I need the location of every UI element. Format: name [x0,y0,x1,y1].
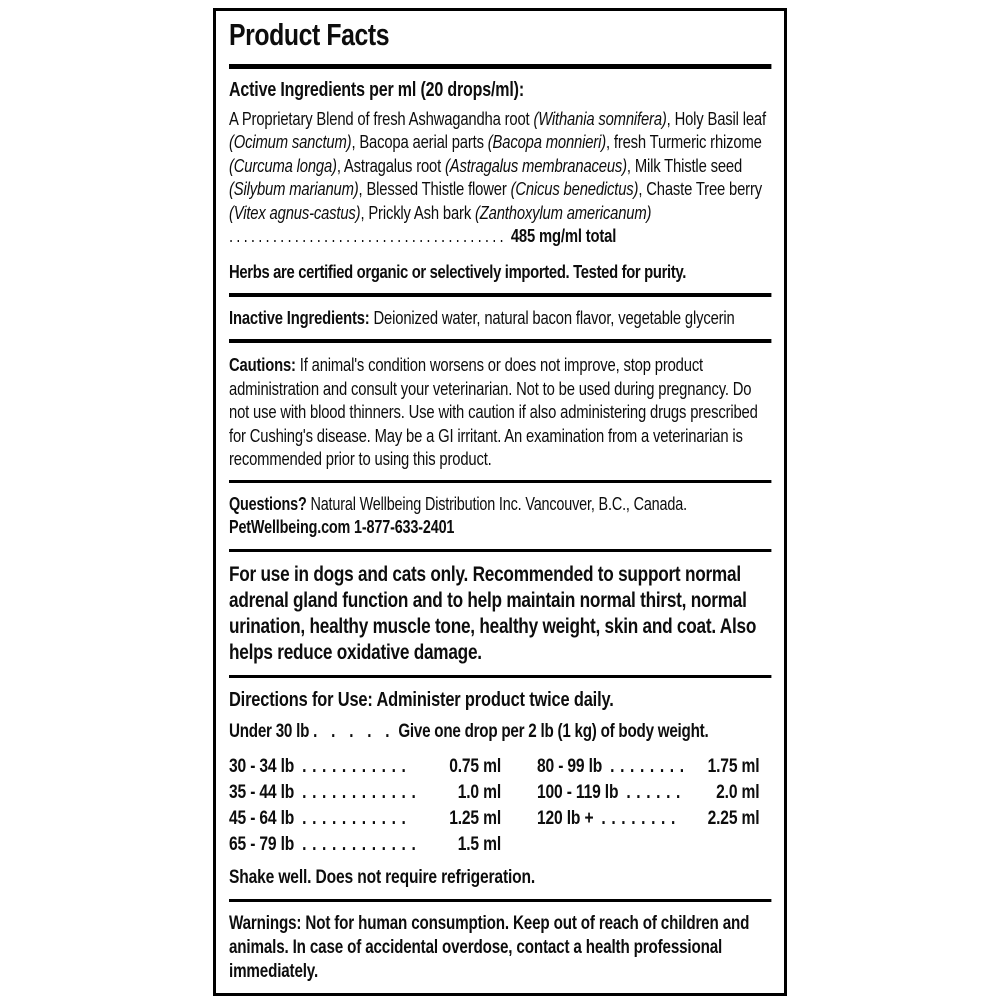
directions-heading: Directions for Use: Administer product twice daily. [229,687,614,711]
dose-value: 2.0 ml [716,780,760,803]
dose-value: 2.25 ml [707,806,760,829]
section-divider [229,480,771,483]
dose-row [229,831,501,857]
weight-range: 120 lb + [537,806,594,829]
dosage-table [229,753,771,857]
weight-range: 45 - 64 lb [229,806,295,829]
herbs-certification-note: Herbs are certified organic or selectively imported. Tested for purity. [229,260,687,282]
cautions: Cautions: If animal's condition worsens or does not improve, stop product administration and consult your veterinarian. Not to be used during pregnancy. Do not use with blood thinners. Use with caution if also administering drugs prescribed for Cushing's disease. May be a GI irritant. An examination from a veterinarian is recommended prior to using this product. [229,354,758,470]
dot-leader: ........ [601,806,681,829]
dose-value: 0.75 ml [449,754,501,777]
active-ingredients-heading: Active Ingredients per ml (20 drops/ml): [229,78,524,101]
questions-section [229,493,771,539]
weight-range: 35 - 44 lb [229,780,295,803]
dose-row [229,805,501,831]
dot-leader: ............ [302,780,422,803]
dot-leader: ........... [302,754,412,777]
title-divider [229,64,771,69]
weight-range: 65 - 79 lb [229,832,295,855]
section-divider [229,293,771,297]
weight-range: 100 - 119 lb [537,780,619,803]
dose-value: 1.0 ml [457,780,501,803]
contact-line: PetWellbeing.com 1-877-633-2401 [229,516,455,537]
directions-section [229,688,771,857]
dot-leader: ...... [626,780,686,803]
product-facts-label [213,8,787,996]
label-title: Product Facts [229,17,390,52]
dose-row [537,753,759,779]
dose-row [537,805,759,831]
distributor-line: Questions? Natural Wellbeing Distribution Inc. Vancouver, B.C., Canada. [229,493,687,514]
inactive-ingredients: Inactive Ingredients: Deionized water, natural bacon flavor, vegetable glycerin [229,307,735,329]
dose-value: 1.5 ml [457,832,501,855]
dot-leader: ........... [302,806,412,829]
warnings: Warnings: Not for human consumption. Keep out of reach of children and animals. In case of accidental overdose, contact a health professional immediately. [229,912,750,982]
weight-range: 80 - 99 lb [537,754,603,777]
section-divider [229,549,771,552]
dose-value: 1.25 ml [449,806,501,829]
weight-range: 30 - 34 lb [229,754,295,777]
dot-leader: ........ [610,754,690,777]
active-ingredients-blend: A Proprietary Blend of fresh Ashwagandha root (Withania somnifera), Holy Basil leaf (Ocimum sanctum), Bacopa aerial parts (Bacopa monnieri), fresh Turmeric rhizome (Curcuma longa), Astragalus root (Astragalus membranaceus), Milk Thistle seed (Silybum marianum), Blessed Thistle flower (Cnicus benedictus), Chaste Tree berry (Vitex agnus-castus), Prickly Ash bark (Zanthoxylum americanum) ...................................... 485 mg/ml total [229,107,766,247]
label-content [229,18,771,984]
dose-row [229,753,501,779]
dosage-column-left [229,753,501,857]
dose-value: 1.75 ml [707,754,760,777]
dose-row [229,779,501,805]
shake-well-note: Shake well. Does not require refrigeration. [229,866,536,889]
dosage-column-right [537,753,759,857]
dose-row [537,779,759,805]
dot-leader: ............ [302,832,422,855]
section-divider [229,339,771,343]
active-ingredients-section [229,79,771,283]
section-divider [229,899,771,902]
section-divider [229,675,771,678]
under-30-dosage-line: Under 30 lb . . . . . Give one drop per 2 lb (1 kg) of body weight. [229,720,709,742]
indications: For use in dogs and cats only. Recommended to support normal adrenal gland function and to help maintain normal thirst, normal urination, healthy muscle tone, healthy weight, skin and coat. Also helps reduce oxidative damage. [229,562,757,665]
